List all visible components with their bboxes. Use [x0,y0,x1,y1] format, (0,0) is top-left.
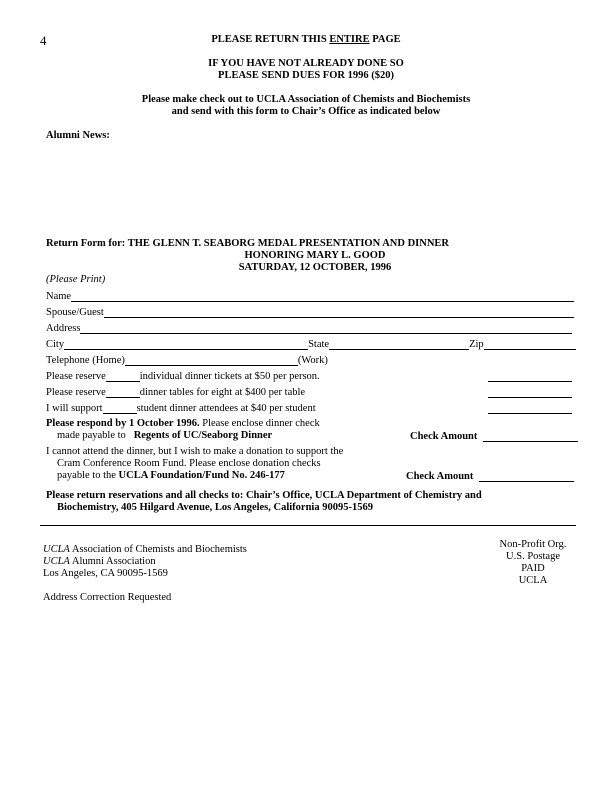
city-state-zip-field[interactable] [46,338,576,350]
postage-line-4: UCLA [518,575,548,586]
zip-label: Zip [469,339,484,350]
state-line[interactable] [329,338,469,350]
check-amount-1[interactable] [410,430,578,442]
support-row: I will support student dinner attendees at $40 per student [46,403,316,414]
header-line-3: PLEASE SEND DUES FOR 1996 ($20) [218,70,394,81]
mailing-line-2: UCLA Alumni Association [43,556,156,567]
check-amount-2-label: Check Amount [406,471,474,482]
donation-line-2: Cram Conference Room Fund. Please enclose donation checks [57,458,321,469]
check-amount-2[interactable] [406,470,574,482]
donation-line-1: I cannot attend the dinner, but I wish to make a donation to support the [46,446,344,457]
tickets-amount-line[interactable] [488,370,572,382]
spouse-field[interactable] [46,306,574,318]
spouse-line[interactable] [104,306,574,318]
page-number: 4 [40,33,47,48]
check-amount-1-line[interactable] [483,430,578,442]
tables-row: Please reserve dinner tables for eight at $400 per table [46,387,306,398]
check-amount-2-line[interactable] [479,470,574,482]
return-form-line-3: SATURDAY, 12 OCTOBER, 1996 [238,262,392,273]
header-line-1: PLEASE RETURN THIS ENTIRE PAGE [211,34,401,45]
mailing-line-3: Los Angeles, CA 90095-1569 [43,568,168,579]
payable-line: made payable to Regents of UC/Seaborg Dinner [57,430,273,441]
respond-by-line: Please respond by 1 October 1996. Please enclose dinner check [46,418,320,429]
address-field[interactable] [46,322,572,334]
postage-line-3: PAID [521,563,545,574]
header-line-5: and send with this form to Chair’s Office as indicated below [171,106,441,117]
tickets-row: Please reserve individual dinner tickets at $50 per person. [46,371,320,382]
mailing-line-1: UCLA Association of Chemists and Biochemists [43,544,247,555]
city-label: City [46,339,65,350]
tables-amount-line[interactable] [488,386,572,398]
check-amount-1-label: Check Amount [410,431,478,442]
donation-line-3: payable to the UCLA Foundation/Fund No. 246-177 [57,470,285,481]
header-line-2: IF YOU HAVE NOT ALREADY DONE SO [208,58,404,69]
name-label: Name [46,291,72,302]
spouse-label: Spouse/Guest [46,307,104,318]
address-correction: Address Correction Requested [43,592,172,603]
tables-quantity-line[interactable] [106,386,140,398]
address-line[interactable] [80,322,572,334]
tickets-quantity-line[interactable] [106,370,140,382]
support-quantity-line[interactable] [103,402,137,414]
telephone-home-line[interactable] [125,354,298,366]
telephone-work-label: (Work) [297,355,328,366]
return-form-line-2: HONORING MARY L. GOOD [244,250,386,261]
return-instructions-2: Biochemistry, 405 Hilgard Avenue, Los Angeles, California 90095-1569 [57,502,373,513]
name-line[interactable] [71,290,574,302]
divider [40,525,576,526]
header-line-4: Please make check out to UCLA Association of Chemists and Biochemists [141,94,471,105]
please-print-note: (Please Print) [46,274,106,285]
address-label: Address [46,323,81,334]
postage-line-2: U.S. Postage [506,551,560,562]
zip-line[interactable] [484,338,576,350]
city-line[interactable] [64,338,308,350]
postage-line-1: Non-Profit Org. [499,539,567,550]
return-form-line-1: Return Form for: THE GLENN T. SEABORG MEDAL PRESENTATION AND DINNER [46,238,450,249]
name-field[interactable] [46,290,574,302]
state-label: State [308,339,330,350]
alumni-news-label: Alumni News: [46,130,110,141]
telephone-home-label: Telephone (Home) [46,355,125,366]
support-amount-line[interactable] [488,402,572,414]
return-instructions-1: Please return reservations and all checks to: Chair’s Office, UCLA Department of Chemistry and [46,490,482,501]
telephone-field[interactable] [46,354,396,366]
